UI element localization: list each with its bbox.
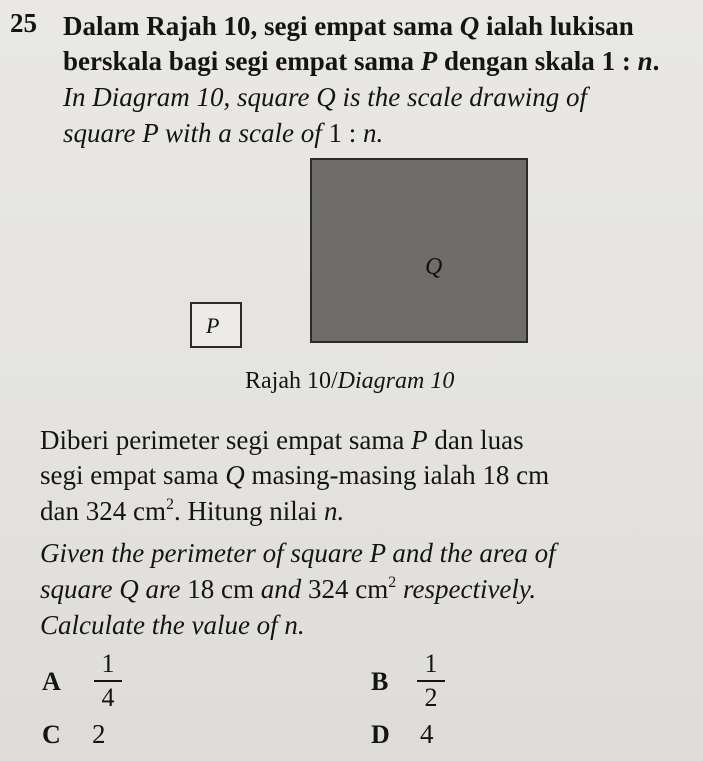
- option-d-letter: D: [371, 720, 390, 749]
- option-c-value: 2: [92, 719, 106, 749]
- option-a-fraction: 1 4: [94, 650, 122, 712]
- diagram-caption: Rajah 10/Diagram 10: [245, 368, 455, 394]
- square-q-label: Q: [425, 254, 443, 280]
- question-malay-line-1: Dalam Rajah 10, segi empat sama Q ialah lukisan: [63, 11, 634, 41]
- body-english-line-3: Calculate the value of n.: [40, 610, 305, 640]
- body-malay-line-1: Diberi perimeter segi empat sama P dan luas: [40, 425, 524, 455]
- square-p: [190, 302, 242, 348]
- option-b-fraction: 1 2: [417, 650, 445, 712]
- body-english-line-2: square Q are 18 cm and 324 $cm^2$ respectively.: [40, 574, 537, 604]
- body-malay-line-2: segi empat sama Q masing-masing ialah 18 cm: [40, 460, 550, 490]
- option-d-value: 4: [420, 719, 434, 749]
- body-malay-line-3: dan 324 $cm^2$. Hitung nilai n.: [40, 496, 345, 526]
- question-english-line-1: In Diagram 10, square Q is the scale drawing of: [63, 82, 587, 112]
- square-q: [310, 158, 528, 343]
- question-malay-line-2: berskala bagi segi empat sama P dengan skala 1 : n.: [63, 46, 660, 76]
- option-b-letter: B: [371, 667, 389, 696]
- square-p-label: P: [206, 313, 220, 338]
- question-english-line-2: square P with a scale of 1 : n.: [63, 118, 384, 148]
- diagram-10: [0, 150, 703, 400]
- question-number: 25: [10, 8, 37, 38]
- option-c-letter: C: [42, 720, 61, 749]
- option-a-letter: A: [42, 667, 61, 696]
- body-english-line-1: Given the perimeter of square P and the area of: [40, 538, 556, 568]
